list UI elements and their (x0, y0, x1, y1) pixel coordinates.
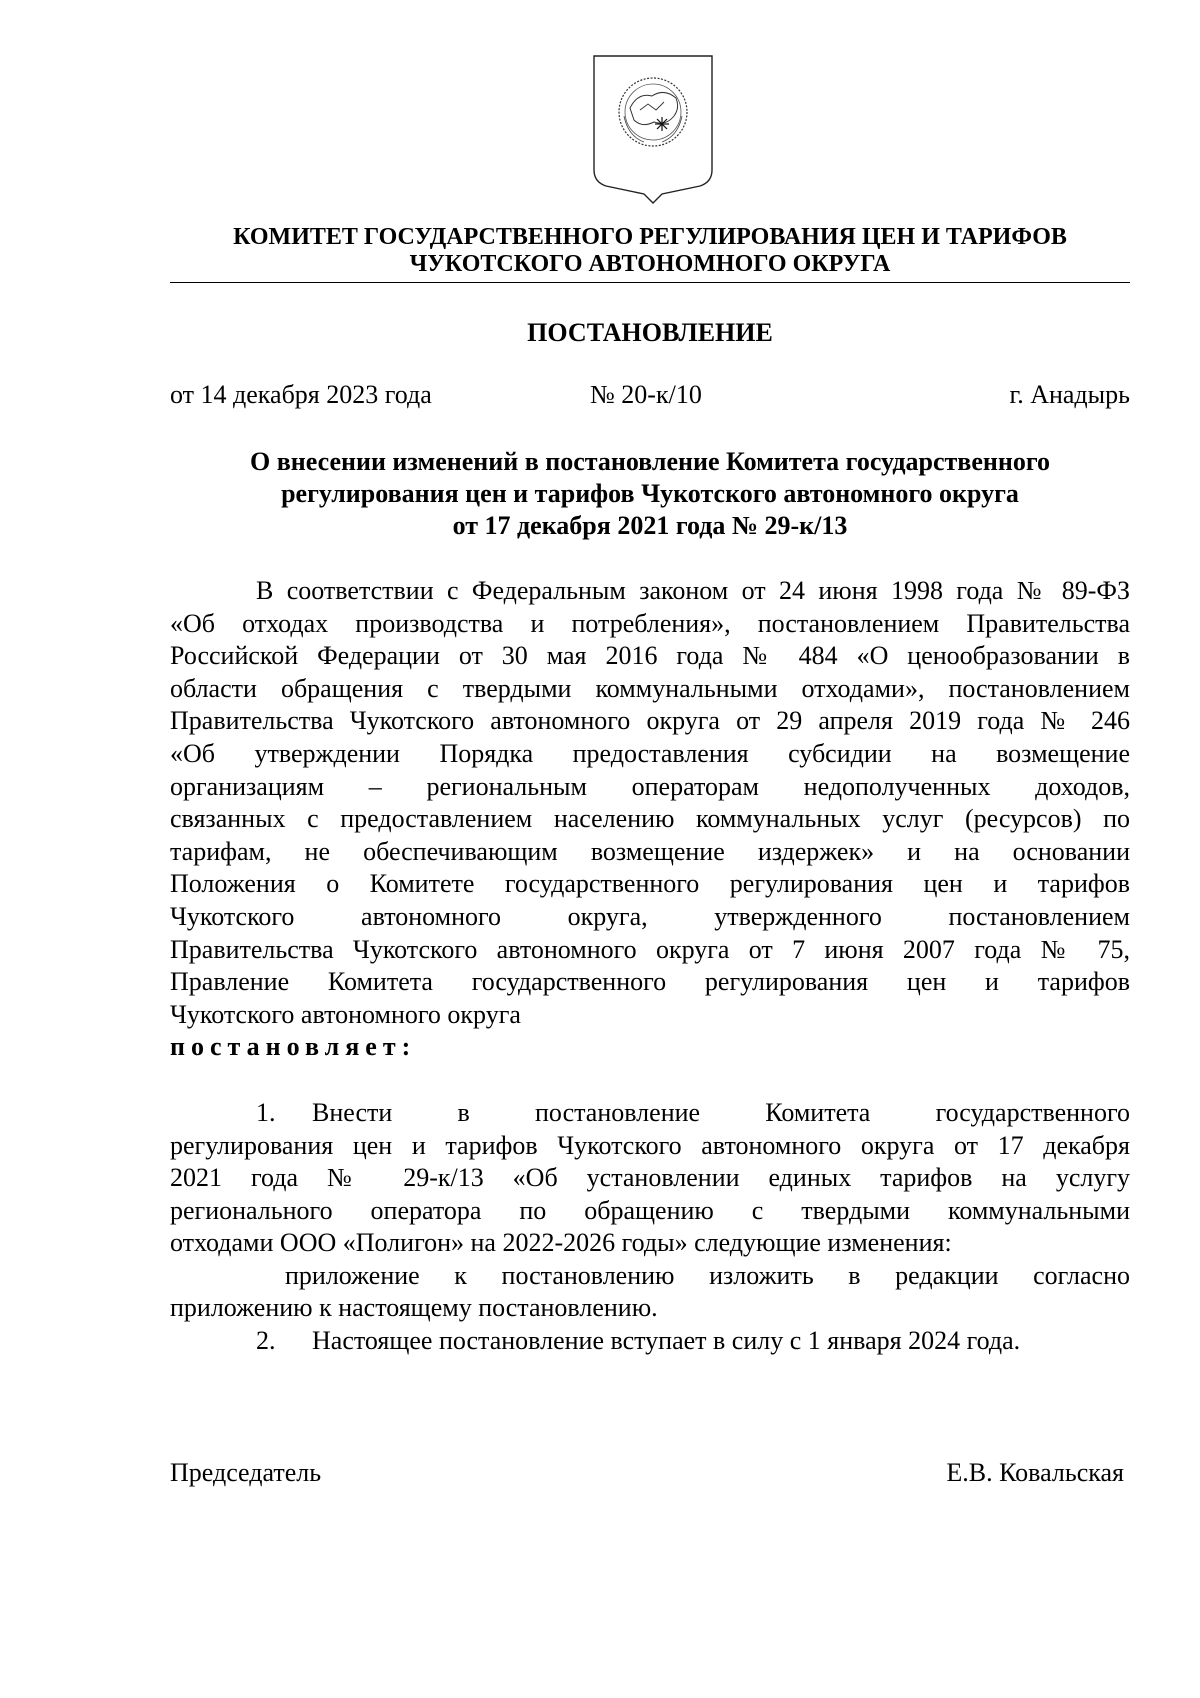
title-line-2: регулирования цен и тарифов Чукотского автономного округа (281, 479, 1019, 508)
preamble-line: Правительства Чукотского автономного округа от 29 апреля 2019 года № 246 (170, 706, 1130, 736)
item-1-line: регулирования цен и тарифов Чукотского автономного округа от 17 декабря (170, 1130, 1130, 1160)
org-line-2: ЧУКОТСКОГО АВТОНОМНОГО ОКРУГА (409, 251, 891, 277)
document-type: ПОСТАНОВЛЕНИЕ (527, 318, 773, 347)
preamble-line: Чукотского автономного округа, утвержденного постановлением (170, 901, 1130, 931)
organization-name (170, 224, 1130, 278)
document-title (170, 446, 1130, 542)
item-2 (170, 1325, 1130, 1358)
item-1-number: 1. (256, 1097, 276, 1127)
sub-item-line: приложению к настоящему постановлению. (170, 1293, 658, 1323)
document-meta (170, 380, 1130, 412)
preamble-line: Чукотского автономного округа (170, 999, 521, 1029)
preamble-line: Правительства Чукотского автономного округа от 7 июня 2007 года № 75, (170, 934, 1130, 964)
item-1-line: Внести в постановление Комитета государственного (312, 1097, 1130, 1127)
header-divider (170, 282, 1130, 283)
sub-item-line: приложение к постановлению изложить в редакции согласно (285, 1260, 1130, 1290)
preamble-line: «Об отходах производства и потребления», постановлением Правительства (170, 608, 1130, 638)
document-city: г. Анадырь (1009, 380, 1130, 409)
item-1-first-line (170, 1097, 1130, 1130)
signature-block (170, 1458, 1130, 1490)
signatory-name: Е.В. Ковальская (946, 1458, 1124, 1487)
preamble-line: Положения о Комитете государственного регулирования цен и тарифов (170, 869, 1130, 899)
org-line-1: КОМИТЕТ ГОСУДАРСТВЕННОГО РЕГУЛИРОВАНИЯ ЦЕН И ТАРИФОВ (233, 224, 1067, 250)
item-2-text: Настоящее постановление вступает в силу с 1 января 2024 года. (312, 1326, 1021, 1356)
preamble-line: организациям – региональным операторам недополученных доходов, (170, 771, 1130, 801)
signatory-role: Председатель (170, 1458, 322, 1487)
document-date: от 14 декабря 2023 года (170, 380, 432, 409)
document-number: № 20-к/10 (590, 380, 702, 409)
item-1-line: регионального оператора по обращению с твердыми коммунальными (170, 1195, 1130, 1225)
preamble-line: «Об утверждении Порядка предоставления субсидии на возмещение (170, 738, 1130, 768)
preamble-line: области обращения с твердыми коммунальными отходами», постановлением (170, 673, 1130, 703)
preamble-line: тарифам, не обеспечивающим возмещение издержек» и на основании (170, 836, 1130, 866)
coat-of-arms-emblem-icon (590, 52, 716, 204)
title-line-3: от 17 декабря 2021 года № 29-к/13 (452, 511, 848, 540)
preamble-line: Правление Комитета государственного регулирования цен и тарифов (170, 967, 1130, 997)
item-2-number: 2. (256, 1326, 276, 1356)
preamble-line: В соответствии с Федеральным законом от 24 июня 1998 года № 89-ФЗ (256, 576, 1130, 605)
title-line-1: О внесении изменений в постановление Комитета государственного (249, 447, 1051, 476)
resolves-keyword: постановляет: (170, 1032, 417, 1062)
preamble-line: связанных с предоставлением населению коммунальных услуг (ресурсов) по (170, 804, 1130, 834)
preamble-line: Российской Федерации от 30 мая 2016 года № 484 «О ценообразовании в (170, 641, 1130, 671)
item-1-line: 2021 года № 29-к/13 «Об установлении единых тарифов на услугу (170, 1163, 1130, 1193)
item-1-line: отходами ООО «Полигон» на 2022-2026 годы» следующие изменения: (170, 1228, 952, 1258)
document-body (170, 575, 1130, 1358)
